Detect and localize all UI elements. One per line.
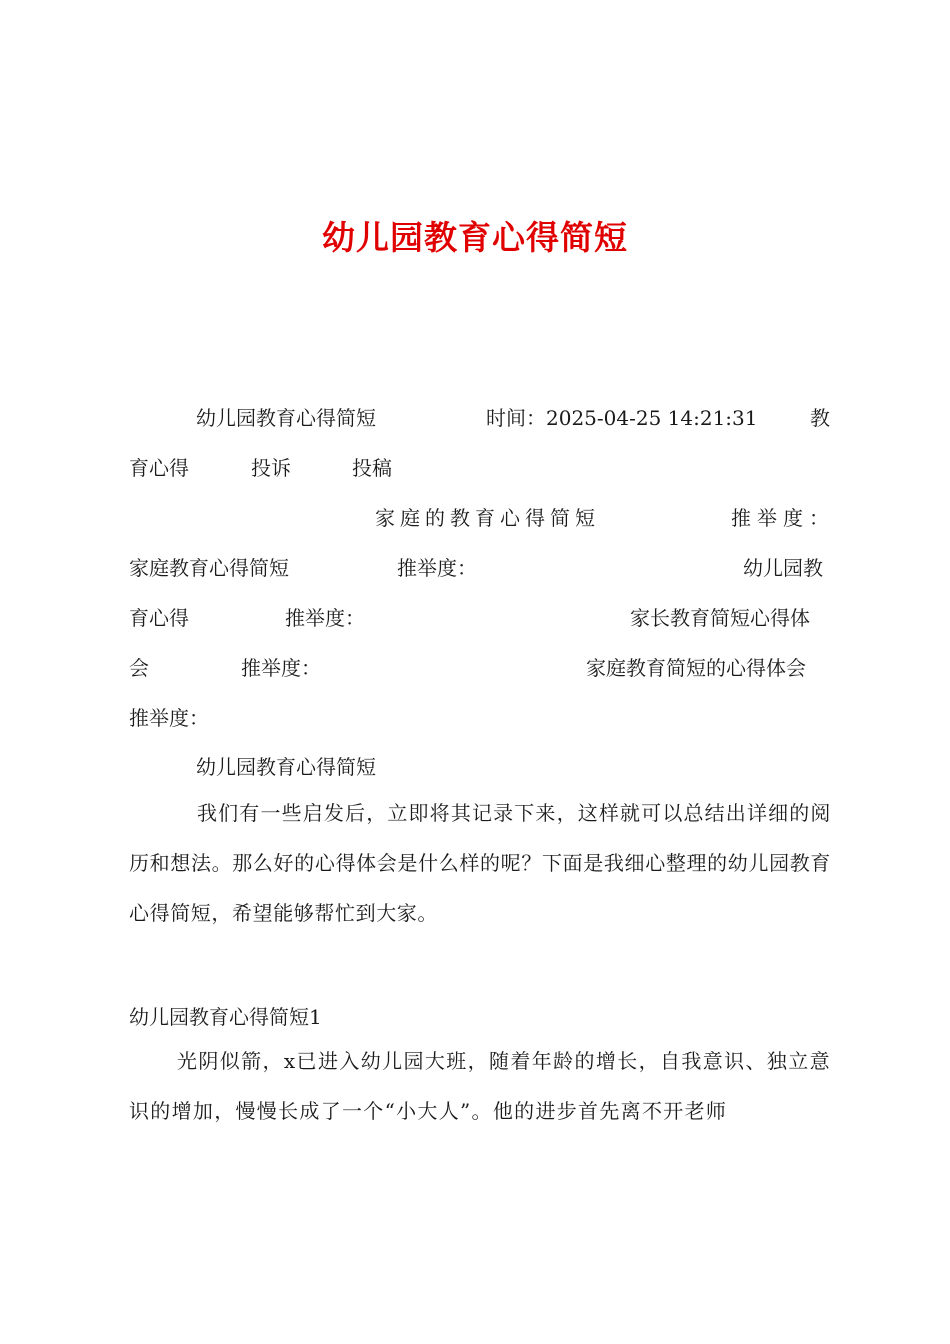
meta-category-part-a[interactable]: 教 bbox=[810, 406, 830, 430]
submit-link[interactable]: 投稿 bbox=[352, 456, 392, 480]
related-link-2[interactable]: 家庭教育心得简短 bbox=[129, 556, 289, 580]
related-rec-3: 推举度： bbox=[285, 606, 365, 630]
related-link-1[interactable]: 家庭的教育心得简短 bbox=[375, 506, 600, 530]
related-link-3-part-a[interactable]: 幼儿园教 bbox=[743, 556, 823, 580]
related-link-4-part-b[interactable]: 会 bbox=[129, 656, 149, 680]
meta-time: 时间：2025-04-25 14:21:31 bbox=[486, 406, 758, 430]
complain-link[interactable]: 投诉 bbox=[251, 456, 291, 480]
related-link-5[interactable]: 家庭教育简短的心得体会 bbox=[586, 656, 806, 680]
related-rec-1: 推举度： bbox=[731, 506, 835, 530]
meta-article-title: 幼儿园教育心得简短 bbox=[196, 406, 376, 430]
document-title: 幼儿园教育心得简短 bbox=[322, 218, 628, 257]
related-link-3-part-b[interactable]: 育心得 bbox=[129, 606, 189, 630]
meta-category-part-b[interactable]: 育心得 bbox=[129, 456, 189, 480]
section-title: 幼儿园教育心得简短1 bbox=[129, 1005, 322, 1029]
intro-paragraph: 我们有一些启发后，立即将其记录下来，这样就可以总结出详细的阅历和想法。那么好的心得体会是什么样的呢？下面是我细心整理的幼儿园教育心得简短，希望能够帮忙到大家。 bbox=[129, 801, 831, 925]
related-rec-5: 推举度： bbox=[129, 706, 209, 730]
related-rec-2: 推举度： bbox=[397, 556, 477, 580]
related-link-4-part-a[interactable]: 家长教育简短心得体 bbox=[630, 606, 810, 630]
body-heading: 幼儿园教育心得简短 bbox=[196, 755, 376, 779]
related-rec-4: 推举度： bbox=[241, 656, 321, 680]
section-paragraph: 光阴似箭，x已进入幼儿园大班，随着年龄的增长，自我意识、独立意识的增加，慢慢长成了一个“小大人”。他的进步首先离不开老师 bbox=[129, 1049, 831, 1123]
